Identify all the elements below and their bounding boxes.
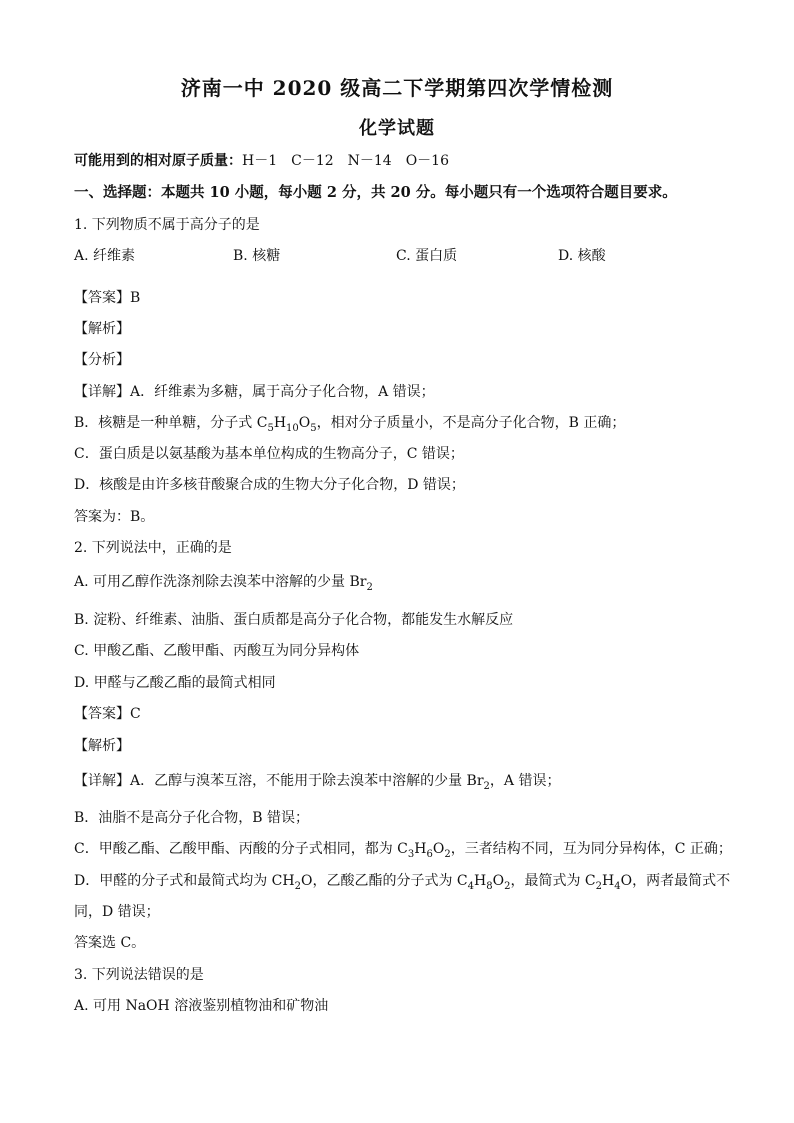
q1-conclusion: 答案为：B。 [74,509,155,525]
q1-answer: 【答案】B [74,290,141,306]
q1-option-a: A. 纤维素 [74,248,136,264]
q2-detail-d-cont: 同，D 错误； [74,904,160,920]
q2-option-d: D. 甲醛与乙酸乙酯的最简式相同 [74,675,276,691]
q1-detail-c: C．蛋白质是以氨基酸为基本单位构成的生物高分子，C 错误； [74,446,464,462]
q2-stem: 2. 下列说法中，正确的是 [74,540,232,556]
q1-detail-a: 【详解】A．纤维素为多糖，属于高分子化合物，A 错误； [74,384,435,400]
q1-option-d: D. 核酸 [558,248,606,264]
q1-stem: 1. 下列物质不属于高分子的是 [74,217,260,233]
q2-analysis-label: 【解析】 [74,738,130,754]
q3-option-a: A. 可用 NaOH 溶液鉴别植物油和矿物油 [74,998,329,1014]
exam-title: 济南一中 2020 级高二下学期第四次学情检测 [180,76,614,100]
q2-answer: 【答案】C [74,706,141,722]
q2-detail-d: D．甲醛的分子式和最简式均为 $CH_2O$，乙酸乙酯的分子式为 $C_4H_8O_2$，最简式为 $C_2H_4O$，两者最简式不 [74,873,731,892]
atomic-mass-label: 可能用到的相对原子质量： [74,153,242,169]
q1-fenxi-label: 【分析】 [74,352,130,368]
q2-option-a: A. 可用乙醇作洗涤剂除去溴苯中溶解的少量 $Br_2$ [74,574,373,593]
section-heading: 一、选择题：本题共 10 小题，每小题 2 分，共 20 分。每小题只有一个选项符合题目要求。 [74,184,677,201]
atomic-mass-values: H－1 C－12 N－14 O－16 [242,153,449,169]
q2-detail-a: 【详解】A．乙醇与溴苯互溶，不能用于除去溴苯中溶解的少量 $Br_2$，A 错误； [74,773,561,792]
atomic-mass-line [74,150,449,170]
q1-analysis-label: 【解析】 [74,321,130,337]
q2-option-b: B. 淀粉、纤维素、油脂、蛋白质都是高分子化合物，都能发生水解反应 [74,612,514,628]
q1-option-b: B. 核糖 [233,248,281,264]
q1-option-c: C. 蛋白质 [396,248,458,264]
exam-subject: 化学试题 [359,118,435,139]
q2-detail-c: C．甲酸乙酯、乙酸甲酯、丙酸的分子式相同，都为 $C_3H_6O_2$，三者结构不同，互为同分异构体，C 正确； [74,841,732,860]
q1-detail-d: D．核酸是由许多核苷酸聚合成的生物大分子化合物，D 错误； [74,477,465,493]
q1-detail-b: B．核糖是一种单糖，分子式 $C_5H_{10}O_5$，相对分子质量小，不是高分子化合物，B 正确； [74,415,626,434]
q3-stem: 3. 下列说法错误的是 [74,967,204,983]
q2-detail-b: B．油脂不是高分子化合物，B 错误； [74,810,310,826]
q2-option-c: C. 甲酸乙酯、乙酸甲酯、丙酸互为同分异构体 [74,643,360,659]
q2-conclusion: 答案选 C。 [74,935,146,951]
